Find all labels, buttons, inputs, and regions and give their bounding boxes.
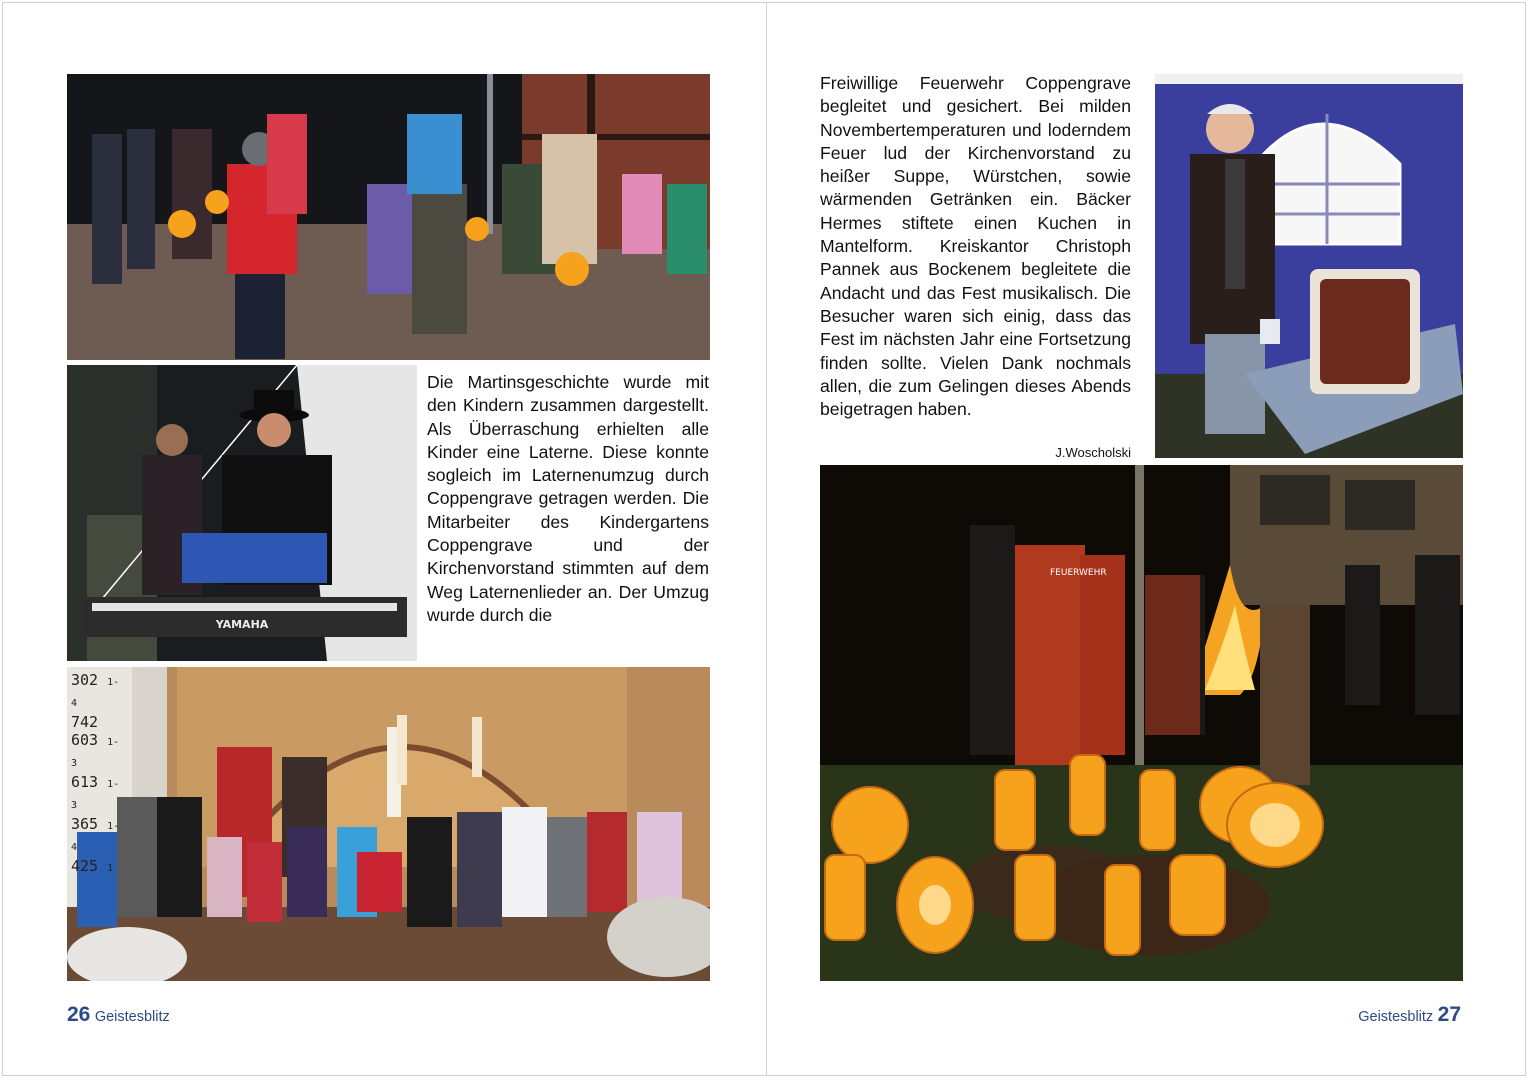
photo-bonfire-and-lanterns	[820, 465, 1463, 981]
left-page-footer	[67, 1003, 170, 1027]
hymn-row: 613 1-3	[71, 773, 120, 811]
right-page-footer	[1358, 1003, 1461, 1027]
photo-children-choir-altar	[67, 667, 710, 981]
hymn-row: 302 1-4	[71, 671, 120, 709]
hymn-row: 425 1	[71, 857, 114, 875]
keyboard-brand-label: YAMAHA	[215, 618, 269, 631]
publication-name: Geistesblitz	[94, 1009, 170, 1025]
hymn-row: 365 1-4	[71, 815, 120, 853]
photo-man-with-cake	[1155, 74, 1463, 458]
publication-name: Geistesblitz	[1358, 1009, 1434, 1025]
page-gutter	[766, 3, 767, 1075]
hymn-number-board	[71, 671, 125, 878]
page-number: 26	[67, 1003, 91, 1026]
hymn-row: 742	[71, 713, 99, 731]
jacket-label: FEUERWEHR	[1050, 568, 1107, 578]
left-page-paragraph: Die Martinsgeschichte wurde mit den Kindern zusammen dargestellt. Als Überraschung erhielten alle Kinder eine Laterne. Diese konnte sogleich im Laternenumzug durch Coppengrave getragen werden. Die Mitarbeiter des Kindergartens Coppengrave und der Kirchenvorstand stimmten auf dem Weg Laternenlieder an. Der Umzug wurde durch die	[427, 372, 709, 625]
hymn-row: 603 1-3	[71, 731, 120, 769]
right-page-paragraph: Freiwillige Feuerwehr Coppengrave begleitet und gesichert. Bei milden Novembertemperaturen und loderndem Feuer lud der Kirchenvorstand zu heißer Suppe, Würstchen, sowie wärmenden Getränken ein. Bäcker Hermes stiftete einen Kuchen in Mantelform. Kreiskantor Christoph Pannek aus Bockenem begleitete die Andacht und das Fest musikalisch. Die Besucher waren sich einig, dass das Fest im nächsten Jahr eine Fortsetzung finden sollte. Vielen Dank nochmals allen, die zum Gelingen dieses Abends beigetragen haben.	[820, 73, 1131, 420]
page-number: 27	[1437, 1003, 1461, 1026]
author-credit: J.Woscholski	[1055, 445, 1131, 460]
photo-keyboard-player	[67, 365, 417, 661]
photo-children-with-lanterns	[67, 74, 710, 360]
magazine-spread	[2, 2, 1526, 1076]
